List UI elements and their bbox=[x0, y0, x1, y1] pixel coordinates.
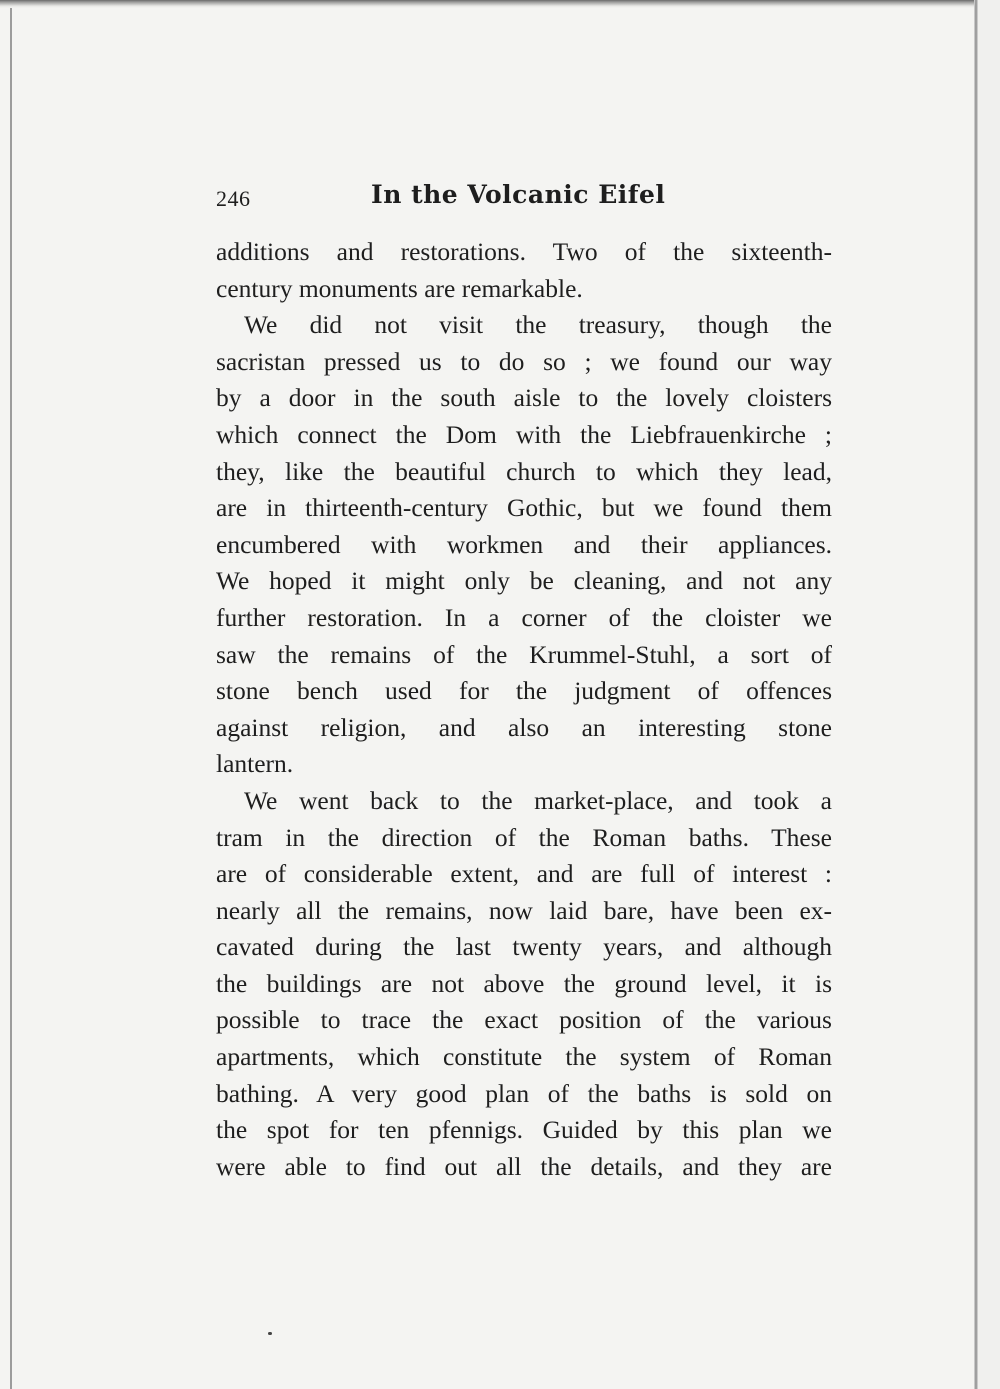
body-text bbox=[216, 234, 832, 1185]
text-line: possible to trace the exact position of the various bbox=[216, 1005, 832, 1035]
page-header bbox=[216, 180, 832, 220]
text-line: against religion, and also an interesting stone bbox=[216, 712, 832, 742]
scan-speck bbox=[268, 1332, 272, 1335]
running-title: In the Volcanic Eifel bbox=[371, 180, 666, 209]
paragraph-start-line: We went back to the market-place, and took a bbox=[244, 785, 832, 815]
text-line: nearly all the remains, now laid bare, have been ex- bbox=[216, 895, 832, 925]
text-line: encumbered with workmen and their appliances. bbox=[216, 529, 832, 559]
text-line: stone bench used for the judgment of offences bbox=[216, 676, 832, 706]
text-line: were able to find out all the details, and they are bbox=[216, 1151, 832, 1181]
text-line: saw the remains of the Krummel-Stuhl, a sort of bbox=[216, 639, 832, 669]
text-line: tram in the direction of the Roman baths. These bbox=[216, 822, 832, 852]
scan-right-margin bbox=[978, 0, 1000, 1389]
text-line: they, like the beautiful church to which they lead, bbox=[216, 456, 832, 486]
paragraph-start-line: We did not visit the treasury, though the bbox=[244, 310, 832, 340]
text-line: are in thirteenth-century Gothic, but we found them bbox=[216, 493, 832, 523]
text-line: apartments, which constitute the system of Roman bbox=[216, 1042, 832, 1072]
text-line: the buildings are not above the ground level, it is bbox=[216, 968, 832, 998]
text-line: are of considerable extent, and are full of interest : bbox=[216, 859, 832, 889]
text-line: bathing. A very good plan of the baths is sold on bbox=[216, 1078, 832, 1108]
text-line: lantern. bbox=[216, 749, 294, 779]
text-line: which connect the Dom with the Liebfrauenkirche ; bbox=[216, 419, 832, 449]
scan-left-edge bbox=[10, 8, 12, 1389]
page-number: 246 bbox=[216, 186, 251, 211]
text-line: further restoration. In a corner of the cloister we bbox=[216, 602, 832, 632]
scan-top-edge bbox=[0, 0, 1000, 8]
text-line: the spot for ten pfennigs. Guided by this plan we bbox=[216, 1115, 832, 1145]
text-line: century monuments are remarkable. bbox=[216, 273, 583, 303]
text-line: cavated during the last twenty years, and although bbox=[216, 932, 832, 962]
scan-binding-edge bbox=[974, 0, 978, 1389]
text-line: by a door in the south aisle to the lovely cloisters bbox=[216, 383, 832, 413]
text-line: additions and restorations. Two of the sixteenth- bbox=[216, 237, 832, 266]
text-line: sacristan pressed us to do so ; we found our way bbox=[216, 346, 832, 376]
text-line: We hoped it might only be cleaning, and not any bbox=[216, 566, 832, 596]
